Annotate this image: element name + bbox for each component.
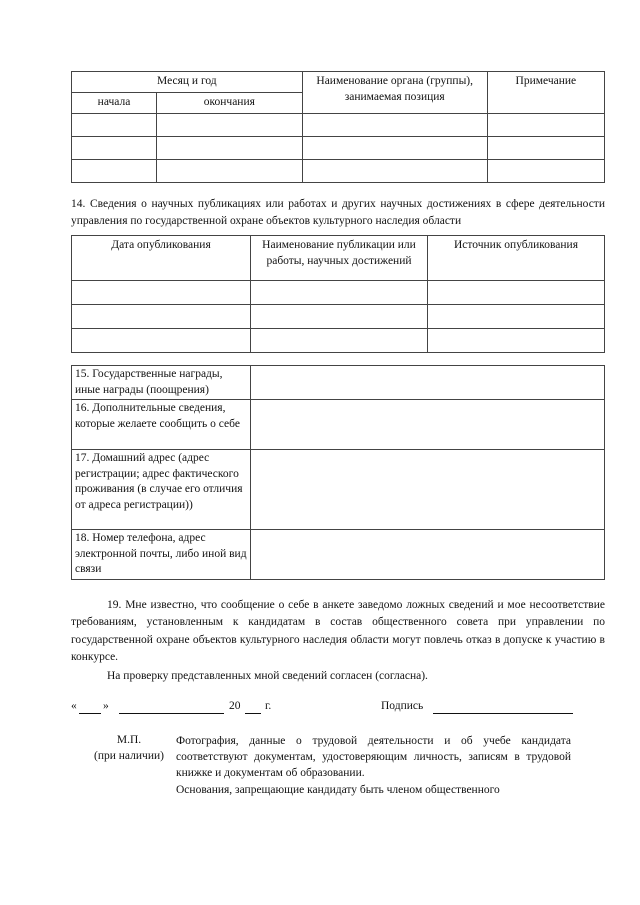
table-cell[interactable] (487, 160, 604, 183)
work-history-table (71, 71, 605, 183)
table-cell[interactable] (72, 305, 251, 329)
row-label-awards: 15. Государственные награды, иные награды (поощрения) (72, 366, 251, 400)
table-cell[interactable] (72, 281, 251, 305)
day-field[interactable] (79, 701, 101, 714)
table-row (72, 450, 605, 530)
row-label-additional-info: 16. Дополнительные сведения, которые желаете сообщить о себе (72, 400, 251, 450)
table-row (72, 114, 605, 137)
table-cell[interactable] (428, 329, 605, 353)
table-cell[interactable] (72, 160, 157, 183)
header-end: окончания (157, 93, 303, 114)
year-suffix: г. (265, 700, 272, 712)
awards-value[interactable] (251, 366, 605, 400)
table-cell[interactable] (487, 114, 604, 137)
date-open-quote: « (71, 700, 77, 712)
consent-text: На проверку представленных мной сведений согласен (согласна). (107, 670, 428, 682)
home-address-value[interactable] (251, 450, 605, 530)
table-cell[interactable] (157, 137, 303, 160)
table-cell[interactable] (251, 305, 428, 329)
signature-field[interactable] (433, 701, 573, 714)
table-cell[interactable] (428, 305, 605, 329)
additional-info-value[interactable] (251, 400, 605, 450)
table-cell[interactable] (302, 137, 487, 160)
table-row (72, 137, 605, 160)
table-cell[interactable] (251, 281, 428, 305)
contacts-value[interactable] (251, 530, 605, 580)
table-cell[interactable] (302, 160, 487, 183)
date-signature-line (71, 699, 605, 717)
table-row (72, 329, 605, 353)
table-cell[interactable] (157, 160, 303, 183)
table-cell[interactable] (487, 137, 604, 160)
year-field[interactable] (245, 701, 261, 714)
verification-block (176, 733, 571, 798)
table-row (72, 305, 605, 329)
stamp-if-any-label: (при наличии) (94, 749, 164, 762)
table-cell[interactable] (72, 137, 157, 160)
header-note: Примечание (487, 72, 604, 114)
table-row (72, 530, 605, 580)
table-cell[interactable] (72, 329, 251, 353)
table-row (72, 400, 605, 450)
table-row (72, 366, 605, 400)
paragraph-19: 19. Мне известно, что сообщение о себе в анкете заведомо ложных сведений и мое несоответствие требованиям, установленным к кандидатам в состав общественного совета при управлении по государственной охране объектов культурного наследия области могут повлечь отказ в допуске к участию в конкурсе. (71, 599, 605, 663)
header-publication-date: Дата опубликования (72, 236, 251, 281)
table-row (72, 281, 605, 305)
date-close-quote: » (103, 700, 109, 712)
stamp-mp-label: М.П. (116, 734, 142, 746)
table-cell[interactable] (251, 329, 428, 353)
table-cell[interactable] (72, 114, 157, 137)
signature-label: Подпись (381, 700, 424, 712)
publications-table (71, 235, 605, 353)
verification-text: Фотография, данные о трудовой деятельности и об учебе кандидата соответствуют документам, удостоверяющим личность, записям в трудовой книжке и документам об образовании. (176, 735, 571, 780)
table-row (72, 160, 605, 183)
table-cell[interactable] (157, 114, 303, 137)
header-publication-source: Источник опубликования (428, 236, 605, 281)
stamp-block (88, 733, 170, 764)
header-start: начала (72, 93, 157, 114)
grounds-text: Основания, запрещающие кандидату быть членом общественного (176, 784, 500, 797)
personal-info-table (71, 365, 605, 580)
header-organization: Наименование органа (группы), занимаемая позиция (302, 72, 487, 114)
header-publication-name: Наименование публикации или работы, научных достижений (251, 236, 428, 281)
section-14-text: 14. Сведения о научных публикациях или работах и других научных достижениях в сфере деятельности управления по государственной охране объектов культурного наследия области (71, 198, 605, 227)
row-label-contacts: 18. Номер телефона, адрес электронной почты, либо иной вид связи (72, 530, 251, 580)
header-month-year: Месяц и год (72, 72, 303, 93)
year-prefix: 20 (229, 700, 241, 712)
month-field[interactable] (119, 701, 224, 714)
table-cell[interactable] (302, 114, 487, 137)
table-cell[interactable] (428, 281, 605, 305)
row-label-home-address: 17. Домашний адрес (адрес регистрации; адрес фактического проживания (в случае его отличия от адреса регистрации)) (72, 450, 251, 530)
